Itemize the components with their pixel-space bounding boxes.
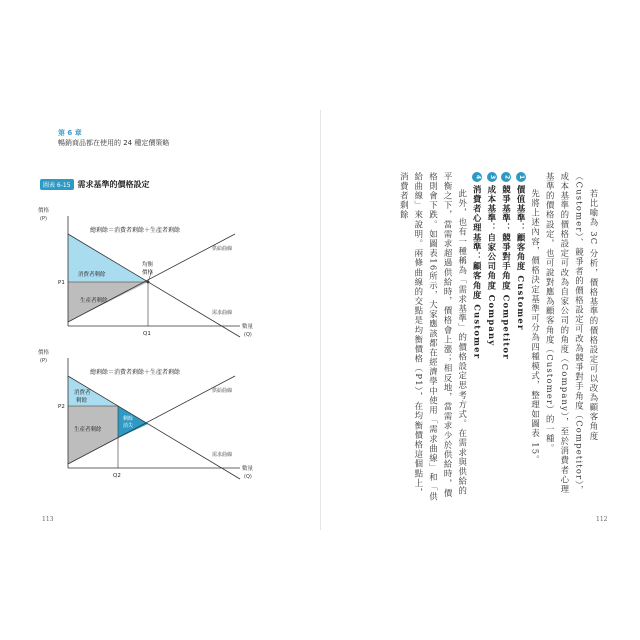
supply-demand-chart-2 <box>30 346 280 486</box>
chapter-title: 暢銷商品都在使用的 24 種定價策略 <box>58 139 170 147</box>
equilibrium-label-2: 價格 <box>142 270 154 276</box>
paragraph-3: 此外，也有一種稱為「需求基準」的價格設定思考方式。在需求與供給的平衡之下，當需求超過供給時，價格會上漲；相反地，當需求少於供給時，價格則會下跌。如圖表16所示，大家應該都在經濟學中使用「需求曲線」和「供給曲線」來說明。兩條曲線的交點是均衡價格（P1），在均衡價格這個點上，消費者剩餘 <box>399 172 468 502</box>
right-page-number: 112 <box>596 516 608 523</box>
list-item: 1價值基準：顧客角度 Customer <box>513 172 528 502</box>
consumer-surplus-label-1: 消費者 <box>74 390 91 396</box>
list-item: 2競爭基準：競爭對手角度 Competitor <box>499 172 514 502</box>
deadweight-label-1: 剩餘 <box>123 416 134 422</box>
equilibrium-label-1: 均衡 <box>142 262 154 268</box>
producer-surplus-label: 生產者剩餘 <box>74 427 102 433</box>
x-axis-unit: (Q) <box>244 332 252 338</box>
x-axis-label: 數量 <box>242 466 254 472</box>
number-badge: 4 <box>472 172 482 182</box>
number-badge: 3 <box>487 172 497 182</box>
quantity-tick-q2: Q2 <box>113 473 121 479</box>
consumer-surplus-label-2: 剩餘 <box>76 398 88 404</box>
consumer-surplus-label: 消費者剩餘 <box>78 272 106 278</box>
chapter-label: 第 6 章 <box>58 129 82 137</box>
figure-badge: 圖表 6-15 <box>40 179 74 190</box>
x-axis-unit: (Q) <box>244 474 252 480</box>
quantity-tick-q1: Q1 <box>143 331 151 337</box>
equilibrium-point <box>147 281 150 284</box>
price-tick-p2: P2 <box>58 404 65 410</box>
figure-title: 需求基準的價格設定 <box>77 179 150 189</box>
y-axis-unit: (P) <box>40 358 47 364</box>
producer-surplus-area <box>68 406 118 464</box>
left-page-number: 113 <box>42 516 54 523</box>
right-page-body <box>356 172 601 502</box>
number-badge: 1 <box>516 172 526 182</box>
supply-label: 供給曲線 <box>212 388 233 394</box>
demand-label: 需求曲線 <box>212 452 233 458</box>
y-axis-unit: (P) <box>40 216 47 222</box>
y-axis-label: 價格 <box>38 350 50 356</box>
chart-1-title: 總剩餘＝消費者剩餘＋生產者剩餘 <box>90 227 181 234</box>
price-tick-p1: P1 <box>58 280 65 286</box>
chart-2-title: 總剩餘＝消費者剩餘＋生產者剩餘 <box>90 369 181 376</box>
criteria-list <box>470 172 528 502</box>
deadweight-label-2: 消失 <box>123 423 134 429</box>
y-axis-label: 價格 <box>38 208 50 214</box>
supply-demand-chart-1 <box>30 204 280 344</box>
chart-1-svg <box>30 204 280 344</box>
figure-heading <box>40 178 150 190</box>
paragraph-1: 若比喻為 3C 分析，價格基準的價格設定可以改為顧客角度（Customer）、競爭者的價格設定可改為競爭對手角度（Competitor），成本基準的價格設定可改為自家公司的角度（Company），至於消費者心理基準的價格設定，也可說對應為顧客角度（Customer）的一種。 <box>545 172 599 496</box>
number-badge: 2 <box>501 172 511 182</box>
page-gutter <box>320 110 321 530</box>
deadweight-loss-area <box>118 406 148 438</box>
list-item: 3成本基準：自家公司角度 Company <box>484 172 499 502</box>
demand-label: 需求曲線 <box>212 310 233 316</box>
list-item: 4消費者心理基準：顧客角度 Customer <box>470 172 485 502</box>
producer-surplus-label: 生產者剩餘 <box>80 298 108 304</box>
paragraph-2: 先將上述內容，價格決定基準可分為四種模式，整理如圖表 15。 <box>530 188 541 465</box>
supply-label: 供給曲線 <box>212 246 233 252</box>
x-axis-label: 數量 <box>242 324 254 330</box>
chart-2-svg <box>30 346 280 486</box>
